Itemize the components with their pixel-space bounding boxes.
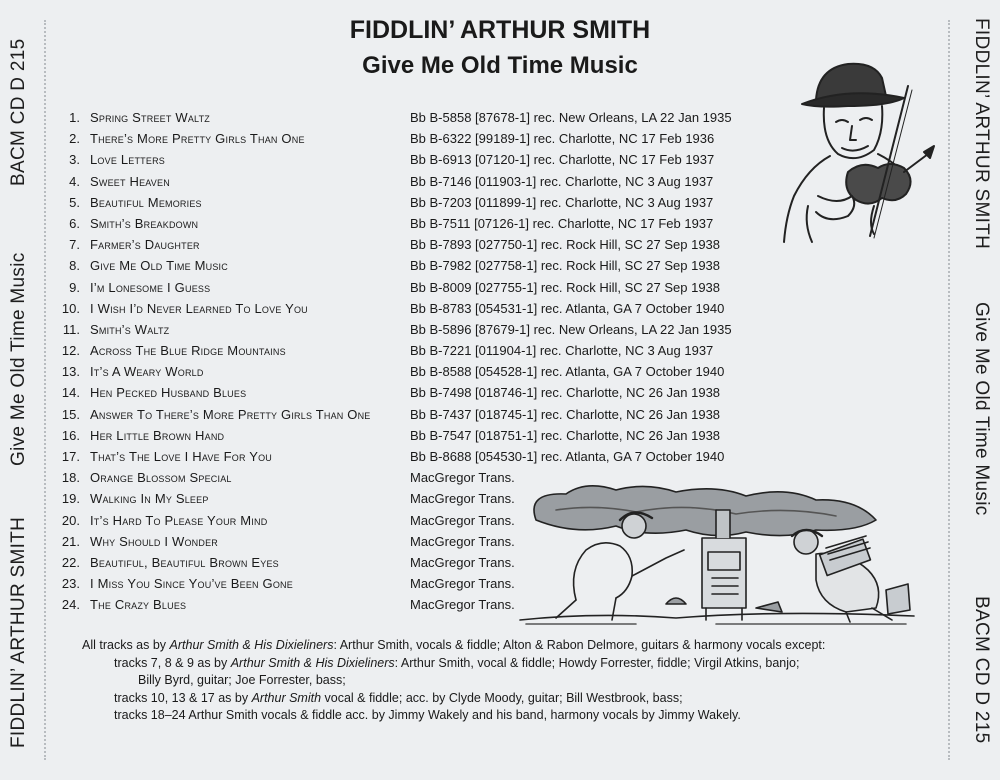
track-number: 24. — [61, 597, 80, 613]
track-row — [58, 425, 758, 446]
track-number: 12. — [61, 343, 80, 359]
track-source: Bb B-7146 [011903-1] rec. Charlotte, NC 3 Aug 1937 — [410, 173, 714, 189]
track-source: Bb B-7203 [011899-1] rec. Charlotte, NC 3 Aug 1937 — [410, 194, 714, 210]
track-row — [58, 255, 758, 276]
track-row — [58, 404, 758, 425]
fiddler-illustration — [778, 56, 938, 246]
track-source: Bb B-7221 [011904-1] rec. Charlotte, NC 3 Aug 1937 — [410, 343, 714, 359]
track-row — [58, 171, 758, 192]
track-source: Bb B-7437 [018745-1] rec. Charlotte, NC 26 Jan 1938 — [410, 406, 721, 422]
track-source: MacGregor Trans. — [410, 491, 515, 507]
track-title: Answer To There’s More Pretty Girls Than One — [90, 406, 371, 422]
track-number: 4. — [69, 173, 80, 189]
left-spine-album: Give Me Old Time Music — [8, 252, 29, 466]
track-number: 20. — [61, 512, 80, 528]
track-source: MacGregor Trans. — [410, 470, 515, 486]
right-spine-album: Give Me Old Time Music — [971, 302, 992, 516]
track-source: Bb B-8588 [054528-1] rec. Atlanta, GA 7 October 1940 — [410, 364, 725, 380]
track-title: Love Letters — [90, 152, 165, 168]
notes-line-1: All tracks as by Arthur Smith & His Dixieliners: Arthur Smith, vocals & fiddle; Alton & Rabon Delmore, guitars & harmony vocals except: — [82, 638, 826, 652]
track-title: I Wish I’d Never Learned To Love You — [90, 300, 308, 316]
track-source: MacGregor Trans. — [410, 533, 515, 549]
track-title: I’m Lonesome I Guess — [90, 279, 211, 295]
track-source: Bb B-5858 [87678-1] rec. New Orleans, LA 22 Jan 1935 — [410, 110, 732, 125]
track-source: MacGregor Trans. — [410, 554, 515, 570]
track-row — [58, 128, 758, 149]
left-spine-artist: FIDDLIN’ ARTHUR SMITH — [8, 516, 29, 748]
track-title: Her Little Brown Hand — [90, 427, 225, 443]
track-row — [58, 192, 758, 213]
track-row — [58, 382, 758, 403]
track-source: Bb B-7547 [018751-1] rec. Charlotte, NC 26 Jan 1938 — [410, 427, 721, 443]
right-spine-catalog: BACM CD D 215 — [971, 596, 992, 744]
track-source: Bb B-7498 [018746-1] rec. Charlotte, NC 26 Jan 1938 — [410, 385, 721, 401]
track-number: 19. — [61, 491, 80, 507]
track-number: 6. — [69, 215, 80, 231]
track-number: 10. — [61, 300, 80, 316]
track-source: MacGregor Trans. — [410, 597, 515, 613]
track-number: 11. — [62, 321, 80, 337]
track-title: That’s The Love I Have For You — [90, 449, 272, 464]
track-row — [58, 277, 758, 298]
track-number: 8. — [69, 258, 80, 274]
notes-line-5: tracks 18–24 Arthur Smith vocals & fiddle acc. by Jimmy Wakely and his band, harmony vocals by Jimmy Wakely. — [114, 708, 741, 722]
track-row — [58, 340, 758, 361]
notes-line-3: Billy Byrd, guitar; Joe Forrester, bass; — [138, 673, 346, 687]
track-title: Smith’s Waltz — [90, 321, 170, 337]
track-source: Bb B-7893 [027750-1] rec. Rock Hill, SC 27 Sep 1938 — [410, 237, 721, 253]
track-row — [58, 234, 758, 255]
track-title: Beautiful Memories — [90, 194, 202, 210]
album-title: Give Me Old Time Music — [362, 52, 638, 79]
track-title: The Crazy Blues — [90, 597, 187, 613]
track-title: Across The Blue Ridge Mountains — [90, 343, 286, 359]
track-title: It’s A Weary World — [90, 364, 204, 380]
track-number: 2. — [69, 131, 80, 147]
right-spine-artist: FIDDLIN’ ARTHUR SMITH — [971, 18, 992, 250]
track-number: 5. — [69, 194, 80, 210]
track-title: Walking In My Sleep — [90, 491, 209, 507]
track-title: It’s Hard To Please Your Mind — [90, 512, 268, 528]
track-number: 9. — [69, 279, 80, 295]
track-number: 15. — [61, 406, 80, 422]
track-source: Bb B-6913 [07120-1] rec. Charlotte, NC 17 Feb 1937 — [410, 152, 715, 168]
track-source: MacGregor Trans. — [410, 576, 515, 592]
track-title: Farmer’s Daughter — [90, 237, 200, 253]
track-row — [58, 107, 758, 128]
track-row — [58, 298, 758, 319]
track-number: 23. — [61, 576, 80, 592]
track-number: 13. — [61, 364, 80, 380]
left-spine-catalog: BACM CD D 215 — [8, 38, 29, 186]
track-number: 21. — [61, 533, 80, 549]
track-source: Bb B-5896 [87679-1] rec. New Orleans, LA 22 Jan 1935 — [410, 321, 732, 337]
track-title: There’s More Pretty Girls Than One — [90, 131, 305, 147]
track-number: 16. — [61, 427, 80, 443]
notes-line-2: tracks 7, 8 & 9 as by Arthur Smith & His Dixieliners: Arthur Smith, vocal & fiddle; Howdy Forrester, fiddle; Virgil Atkins, banjo; — [114, 655, 800, 670]
track-title: Spring Street Waltz — [90, 110, 210, 125]
track-title: Orange Blossom Special — [90, 470, 232, 486]
left-spine-fold — [44, 20, 46, 760]
track-source: Bb B-8783 [054531-1] rec. Atlanta, GA 7 October 1940 — [410, 300, 725, 316]
track-title: I Miss You Since You’ve Been Gone — [90, 576, 293, 592]
track-title: Sweet Heaven — [90, 173, 170, 189]
track-title: Why Should I Wonder — [90, 533, 218, 549]
track-row — [58, 446, 758, 467]
track-source: Bb B-7982 [027758-1] rec. Rock Hill, SC 27 Sep 1938 — [410, 258, 721, 274]
track-number: 14. — [61, 385, 80, 401]
track-row — [58, 213, 758, 234]
track-number: 22. — [61, 554, 80, 570]
track-row — [58, 319, 758, 340]
track-source: MacGregor Trans. — [410, 512, 515, 528]
track-title: Hen Pecked Husband Blues — [90, 385, 247, 401]
track-source: Bb B-6322 [99189-1] rec. Charlotte, NC 17 Feb 1936 — [410, 131, 715, 147]
track-title: Beautiful, Beautiful Brown Eyes — [90, 554, 279, 570]
track-number: 1. — [69, 110, 80, 125]
track-source: Bb B-8688 [054530-1] rec. Atlanta, GA 7 October 1940 — [410, 449, 725, 464]
notes-line-4: tracks 10, 13 & 17 as by Arthur Smith vocal & fiddle; acc. by Clyde Moody, guitar; Bill Westbrook, bass; — [114, 690, 683, 705]
track-number: 18. — [61, 470, 80, 486]
campfire-musicians-illustration — [516, 480, 918, 628]
artist-title: FIDDLIN’ ARTHUR SMITH — [349, 16, 651, 44]
track-title: Give Me Old Time Music — [90, 258, 228, 274]
right-spine-fold — [948, 20, 950, 760]
track-row — [58, 361, 758, 382]
track-number: 17. — [61, 449, 80, 464]
track-title: Smith’s Breakdown — [90, 215, 199, 231]
personnel-notes — [82, 637, 942, 725]
track-row — [58, 149, 758, 170]
track-number: 7. — [69, 237, 80, 253]
track-number: 3. — [69, 152, 80, 168]
track-source: Bb B-7511 [07126-1] rec. Charlotte, NC 17 Feb 1937 — [410, 215, 714, 231]
track-source: Bb B-8009 [027755-1] rec. Rock Hill, SC 27 Sep 1938 — [410, 279, 721, 295]
